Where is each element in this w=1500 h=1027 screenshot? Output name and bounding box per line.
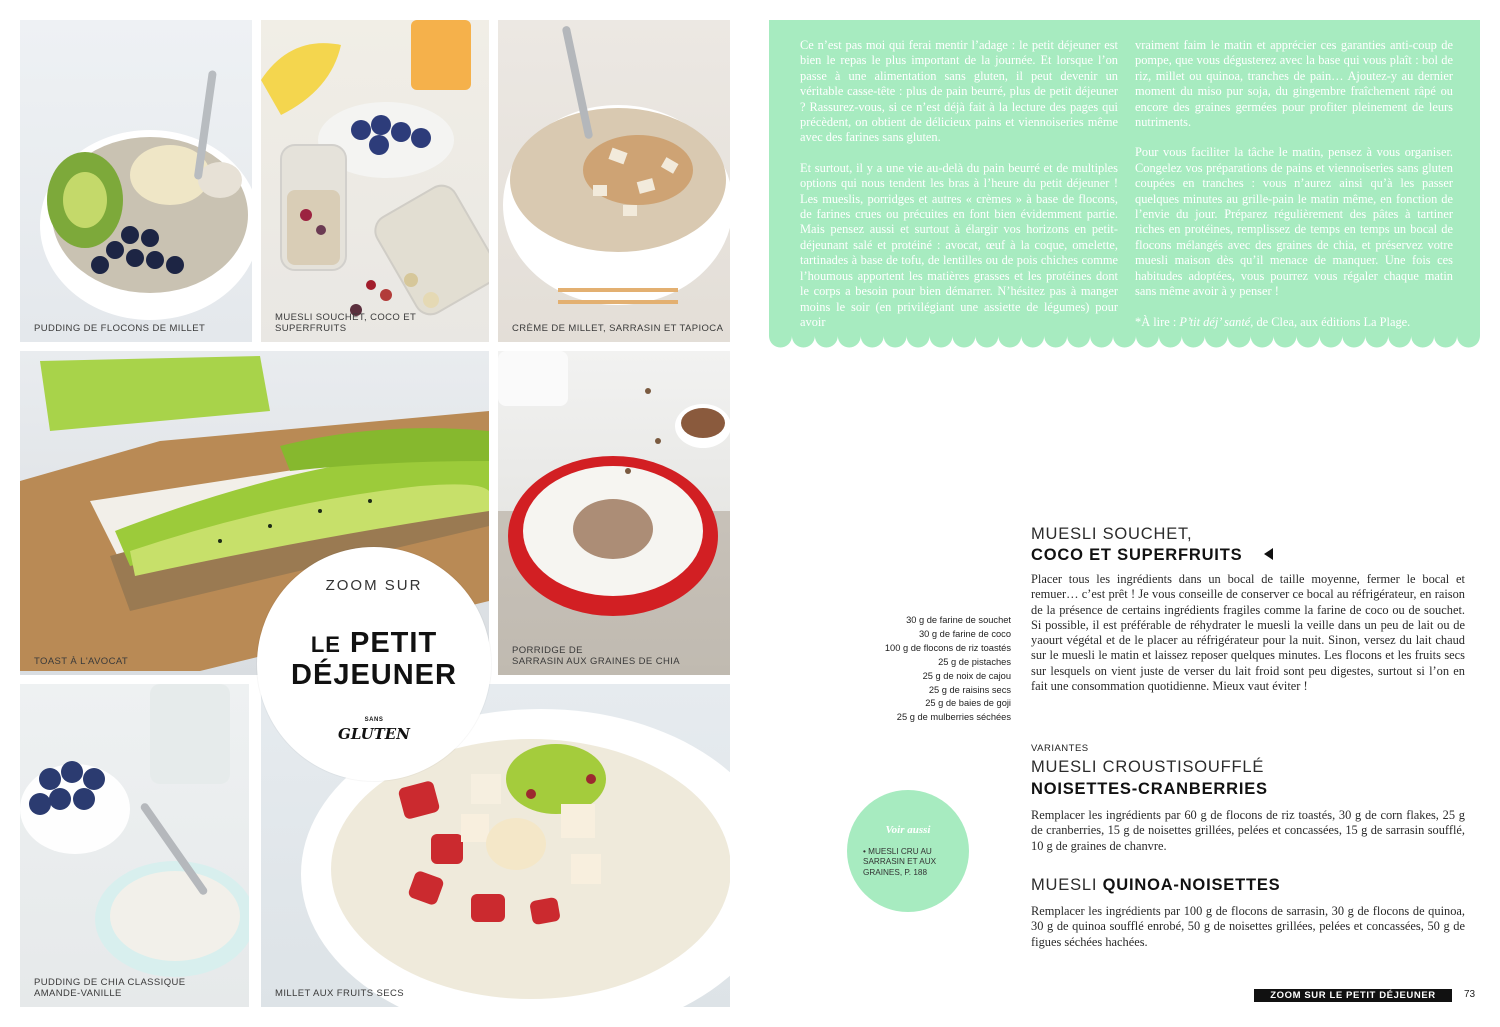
recipe-instructions: Placer tous les ingrédients dans un bocal de taille moyenne, fermer le bocal et remuer… c’est prêt ! Je vous conseille de conserver ce bocal au réfrigérateur, en raison de la présence de certains ingrédients fragiles comme la farine de coco ou de souchet. Si possible, il est préférable de réhydrater le muesli la veille dans un peu de lait ou de yaourt végétal et de le placer au réfrigérateur pour la nuit. Sinon, versez du lait chaud sur le muesli le matin et laissez reposer quelques minutes. Les flocons et les fruits secs sur lesquels on vient juste de verser du lait froid sont peu digestes, surtout si l’on en fait une consommation quotidienne. Mieux vaut éviter !: [1031, 572, 1465, 694]
variant2-title: [1031, 876, 1280, 895]
variant2-title-bold: QUINOA-NOISETTES: [1102, 876, 1281, 894]
intro-box: [769, 20, 1480, 358]
variant1-title-light: MUESLI CROUSTISOUFFLÉ: [1031, 758, 1265, 776]
ingredient-item: 30 g de farine de souchet: [906, 615, 1011, 625]
note-suffix: , de Clea, aux éditions La Plage.: [1250, 314, 1411, 329]
photo-caption: MILLET AUX FRUITS SECS: [275, 988, 404, 999]
intro-column-left: [800, 38, 1118, 345]
ingredient-item: 25 g de raisins secs: [928, 684, 1011, 695]
intro-column-right: [1135, 38, 1453, 345]
photo-chia-pudding: [20, 684, 249, 1007]
recipe-title-bold: COCO ET SUPERFRUITS: [1031, 546, 1243, 564]
intro-paragraph: Ce n’est pas moi qui ferai mentir l’adage : le petit déjeuner est bien le repas le plus important de la journée. Et lorsque l’on passe à une alimentation sans gluten, il peut devenir un véritable casse-tête : plus de pain beurré, plus de petit déjeuner ? Rassurez-vous, si ce n’est déjà fait à la lecture des pages qui précèdent, on obtient de délicieux pains et viennoiseries même avec des farines sans gluten.: [800, 38, 1118, 145]
chia-pudding-image: [20, 684, 249, 1007]
photo-caption: CRÈME DE MILLET, SARRASIN ET TAPIOCA: [512, 323, 724, 334]
porridge-image: [498, 351, 730, 675]
gluten-free-badge: GLUTEN: [338, 725, 410, 743]
recipe-title-light: MUESLI SOUCHET,: [1031, 525, 1193, 543]
variant2-body: Remplacer les ingrédients par 100 g de flocons de sarrasin, 30 g de flocons de quinoa, 30 g de quinoa soufflé enrobé, 50 g de noisettes grillées, pelées et concassées, 50 g de figues séchées hachées.: [1031, 904, 1465, 949]
ingredient-item: 25 g de pistaches: [938, 656, 1011, 667]
zoom-title-circle: [257, 547, 491, 781]
photo-caption: TOAST À L'AVOCAT: [34, 656, 129, 667]
photo-caption: PUDDING DE FLOCONS DE MILLET: [34, 323, 206, 334]
variant2-title-light: MUESLI: [1031, 876, 1103, 894]
variants-label: VARIANTES: [1031, 743, 1089, 754]
zoom-title-line2: DÉJEUNER: [291, 659, 457, 691]
variant1-title-bold: NOISETTES-CRANBERRIES: [1031, 780, 1268, 798]
intro-reading-note: [1135, 315, 1453, 330]
ingredient-item: 25 g de mulberries séchées: [896, 712, 1011, 723]
ingredient-item: 25 g de noix de cajou: [922, 670, 1011, 681]
zoom-kicker: ZOOM SUR: [325, 577, 423, 594]
triangle-marker-icon: [1264, 548, 1273, 560]
ingredient-item: 100 g de flocons de riz toastés: [884, 642, 1011, 653]
creme-millet-image: [498, 20, 730, 342]
zoom-title-article: LE: [310, 632, 341, 657]
footer-label: ZOOM SUR LE PETIT DÉJEUNER: [1270, 990, 1436, 1001]
photo-caption: PUDDING DE CHIA CLASSIQUE AMANDE-VANILLE: [34, 977, 186, 999]
gluten-free-badge-top: SANS: [364, 717, 384, 723]
photo-creme-millet: [498, 20, 730, 342]
photo-muesli: [261, 20, 489, 342]
photo-porridge: [498, 351, 730, 675]
note-prefix: *À lire :: [1135, 314, 1180, 329]
intro-paragraph: vraiment faim le matin et apprécier ces garanties anti-coup de pompe, que vous dégusterez avec la base qui vous plaît : bol de riz, millet ou quinoa, tranches de pain… Ajoutez-y au dernier moment du miso pur soja, du gingembre fraîchement râpé ou encore des graines germées pour profiter pleinement de leurs nutriments.: [1135, 38, 1453, 130]
variant1-body: Remplacer les ingrédients par 60 g de flocons de riz toastés, 30 g de corn flakes, 25 g de cranberries, 15 g de noisettes grillées, pelées et concassées, 15 g de sarrasin soufflé, 10 g de graines de chanvre.: [1031, 808, 1465, 853]
photo-caption: MUESLI SOUCHET, COCO ET SUPERFRUITS: [275, 312, 416, 334]
note-book-title: P’tit déj’ santé: [1179, 314, 1251, 329]
muesli-image: [261, 20, 489, 342]
see-also-title: Voir aussi: [885, 824, 931, 836]
ingredient-item: 30 g de farine de coco: [918, 628, 1011, 639]
photo-caption: PORRIDGE DE SARRASIN AUX GRAINES DE CHIA: [512, 645, 680, 667]
millet-pudding-image: [20, 20, 252, 342]
ingredient-list: [811, 614, 1011, 725]
running-footer: [1254, 989, 1452, 1002]
see-also-circle: [847, 790, 969, 912]
zoom-title-word: PETIT: [350, 627, 438, 659]
see-also-link[interactable]: • MUESLI CRU AU SARRASIN ET AUX GRAINES, P. 188: [863, 847, 937, 877]
ingredient-item: 25 g de baies de goji: [925, 698, 1011, 709]
intro-paragraph: Pour vous faciliter la tâche le matin, pensez à vous organiser. Congelez vos préparations de pains et viennoiseries sans gluten coupées en tranches : vous n’aurez ainsi qu’à les passer quelques minutes au grille-pain le matin même, en fonction de l’envie du jour. Préparez régulièrement des pâtes à tartiner riches en protéines, remplissez de temps en temps un bocal de flocons mélangés avec des graines de chia, et préservez votre muesli maison dès qu’il menace de manquer. Une fois ces habitudes adoptées, vous pourrez vous régaler chaque matin sans même avoir à y penser !: [1135, 145, 1453, 299]
intro-paragraph: Et surtout, il y a une vie au-delà du pain beurré et de multiples options qui nous tendent les bras à l’heure du petit déjeuner ! Les mueslis, porridges et autres « crèmes » à base de flocons, de farines crues ou précuites en font bien évidemment partie. Mais pensez aussi et surtout à élargir vos horizons en petit-déjeunant salé et protéiné : avocat, œuf à la coque, omelette, tartinades à base de tofu, de lentilles ou de pois chiches comme l’houmous apportent les matières grasses et les protéines dont le corps a besoin pour bien démarrer. N’hésitez pas à manger moins le soir (en privilégiant une assiette de légumes) pour avoir: [800, 160, 1118, 329]
photo-millet-pudding: [20, 20, 252, 342]
zoom-title-line1: [257, 627, 491, 660]
page-number: 73: [1464, 989, 1476, 1000]
